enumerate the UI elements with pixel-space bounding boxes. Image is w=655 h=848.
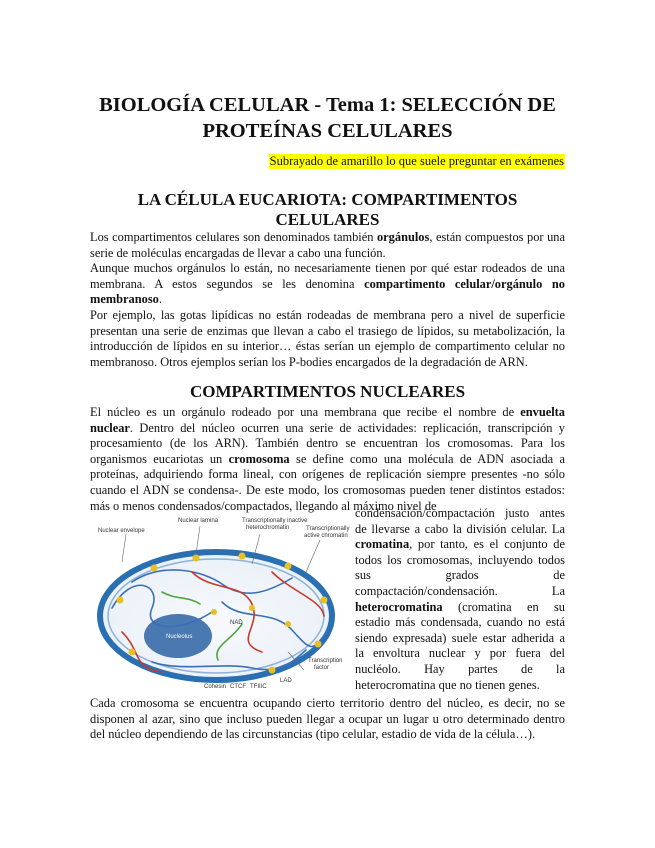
label-nad: NAD — [230, 620, 243, 626]
paragraph-chromatin: condensación/compactación justo antes de llevarse a cabo la división celular. La cromatina, por tanto, es el conjunto de todos los cromosomas, incluyendo todos sus grados de compactación/condensación. La heterocromatina (cromatina en su estadio más condensada, cuando no está siendo expresada) suele estar adherida a la envoltura nuclear y por fuera del nucléolo. Hay partes de la heterocromatina que no tienen genes. — [355, 506, 565, 692]
paragraph-non-membranous: Aunque muchos orgánulos lo están, no necesariamente tienen por qué estar rodeados de una membrana. A estos segundos se les denomina compartimento celular/orgánulo no membranoso. — [90, 261, 566, 307]
section-heading-eukaryotic-cell: LA CÉLULA EUCARIOTA: COMPARTIMENTOS CELULARES — [137, 190, 518, 229]
nucleus-diagram — [92, 512, 350, 690]
paragraph-organelles: Los compartimentos celulares son denominados también orgánulos, están compuestos por una serie de moléculas encargadas de llevar a cabo una función. — [90, 230, 566, 260]
factor-dot — [211, 609, 217, 615]
label-active-2: active chromatin — [304, 533, 348, 539]
factor-dot — [129, 649, 136, 656]
factor-dot — [151, 565, 158, 572]
factor-dot — [249, 605, 255, 611]
section-heading-nuclear-compartments: COMPARTIMENTOS NUCLEARES — [189, 382, 466, 401]
paragraph-lipid-droplets: Por ejemplo, las gotas lipídicas no están rodeadas de membrana pero a nivel de superficie presentan una serie de enzimas que llevan a cabo el trasiego de lípidos, su metabolización, la introducción de lípidos en su interior… éstas serían un ejemplo de compartimento celular no membranoso. Otros ejemplos serían los P-bodies encargados de la degradación de ARN. — [90, 308, 565, 369]
factor-dot — [285, 563, 292, 570]
label-active-1: Transcriptionally — [306, 526, 350, 532]
label-cohesin: Cohesin — [204, 684, 227, 690]
factor-dot — [285, 621, 291, 627]
factor-dot — [315, 641, 322, 648]
factor-dot — [193, 555, 200, 562]
label-nuclear-lamina: Nuclear lamina — [178, 518, 219, 524]
label-ctcf: CTCF — [230, 684, 246, 690]
label-nucleolus: Nucleolus — [166, 634, 193, 640]
label-nuclear-envelope: Nuclear envelope — [98, 528, 145, 534]
label-inactive-1: Transcriptionally inactive — [242, 518, 308, 524]
paragraph-chromosome-territories: Cada cromosoma se encuentra ocupando cierto territorio dentro del núcleo, es decir, no se disponen al azar, sino que incluso pueden llegar a ocupar un lugar u otro determinado dentro del núcleo dependiendo de las circunstancias (tipo celular, estadio de vida de la célula…). — [90, 696, 565, 742]
factor-dot — [239, 553, 246, 560]
factor-dot — [321, 597, 328, 604]
label-inactive-2: heterochromatin — [246, 525, 290, 531]
highlight-note: Subrayado de amarillo lo que suele preguntar en exámenes — [269, 154, 564, 168]
factor-dot — [117, 597, 124, 604]
page-title: BIOLOGÍA CELULAR - Tema 1: SELECCIÓN DE PROTEÍNAS CELULARES — [99, 94, 556, 142]
nuclear-envelope-shape — [100, 552, 332, 680]
label-lad: LAD — [280, 678, 292, 684]
label-tfiiic: TFIIIC — [250, 684, 267, 690]
label-transcription-factor-1: Transcription — [308, 658, 343, 664]
label-transcription-factor-2: factor — [314, 665, 330, 671]
factor-dot — [269, 667, 276, 674]
paragraph-nucleus: El núcleo es un orgánulo rodeado por una membrana que recibe el nombre de envuelta nuclear. Dentro del núcleo ocurren una serie de actividades: replicación, transcripción y procesamiento (de los ARN). También dentro se encuentran los cromosomas. Para los organismos eucariotas un cromosoma se define como una molécula de ADN asociada a proteínas, adquiriendo forma lineal, con orígenes de replicación siempre presentes -no sólo cuando el ADN se condensa-. De este modo, los cromosomas pueden tener distintos estados: más o menos condensados/compactados, llegando al máximo nivel de — [90, 405, 565, 513]
